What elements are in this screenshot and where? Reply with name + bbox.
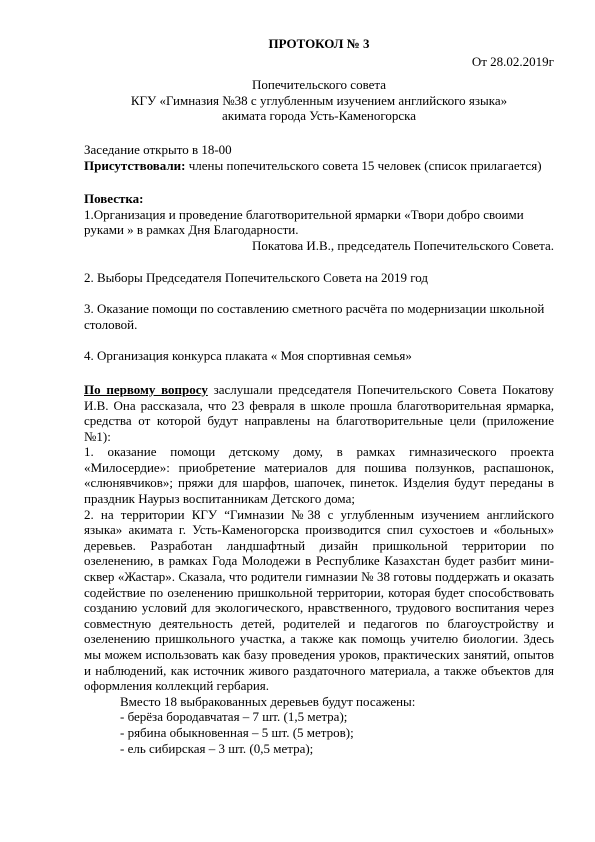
present-label: Присутствовали: (84, 157, 186, 173)
point-2: 2. на территории КГУ “Гимназии №38 с углубленным изучением английского языка» акимата г. Усть-Каменогорска производится спил сухостоев и «больных» деревьев. Разработан ландшафтный дизайн пришкольной территории по озеленению, в рамках Года Молодежи в Республике Казахстан будет разбит мини-сквер «Жастар». Сказала, что родители гимназии № 38 готовы поддержать и оказать содействие по озеленению пришкольной территории, которая будет способствовать созданию условий для экологического, нравственного, трудового воспитания через совместную деятельность детей, родителей и педагогов по благоустройству и озеленению пришкольного участка, а также как помощь учителю биологии. Здесь мы можем использовать как базу проведения уроков, практических занятий, опытов и наблюдений, как источник живого раздаточного материала, а также объектов для оформления коллекций гербария. (84, 506, 554, 694)
organization-block (84, 77, 554, 124)
org-line-2: КГУ «Гимназия №38 с углубленным изучением английского языка» (130, 92, 508, 108)
list-item: - ель сибирская – 3 шт. (0,5 метра); (120, 740, 314, 756)
attendance (84, 158, 554, 174)
org-line-3: акимата города Усть-Каменогорска (222, 108, 416, 124)
protocol-title: ПРОТОКОЛ № 3 (268, 36, 370, 51)
point-1: 1. оказание помощи детскому дому, в рамках гимназического проекта «Милосердие»: приобретение материалов для пошива ползунков, распашонок, «слюнявчиков»; пряжи для шарфов, шапочек, пинеток. Изделия будут переданы в праздник Наурыз воспитанникам Детского дома; (84, 444, 554, 507)
opening-block (84, 142, 554, 173)
list-item: - рябина обыкновенная – 5 шт. (5 метров); (120, 724, 354, 740)
agenda-item-2: 2. Выборы Председателя Попечительского Совета на 2019 год (84, 269, 429, 285)
first-question-lead: По первому вопросу (84, 381, 208, 397)
trees-list (84, 709, 554, 756)
agenda-item-3: 3. Оказание помощи по составлению сметного расчёта по модернизации школьной столовой. (84, 301, 545, 332)
agenda-item-4: 4. Организация конкурса плаката « Моя спортивная семья» (84, 348, 412, 364)
trees-intro: Вместо 18 выбракованных деревьев будут посажены: (120, 693, 416, 709)
agenda-label: Повестка: (84, 191, 144, 207)
document-page (84, 36, 554, 756)
org-line-1: Попечительского совета (251, 77, 387, 93)
agenda-item-1: 1.Организация и проведение благотворительной ярмарки «Твори добро своими руками » в рамках Дня Благодарности. (84, 206, 524, 238)
session-opened: Заседание открыто в 18-00 (84, 141, 232, 157)
first-question-block (84, 382, 554, 756)
present-text: члены попечительского совета 15 человек (список прилагается) (185, 157, 542, 173)
first-question-intro: По первому вопросу заслушали председателя Попечительского Совета Покатову И.В. Она рассказала, что 23 февраля в школе прошла благотворительная ярмарка, средства от которой будут направлены на благотворительные цели (приложение №1): (84, 381, 554, 444)
protocol-date: От 28.02.2019г (471, 53, 554, 69)
agenda-item-1-speaker: Покатова И.В., председатель Попечительского Совета. (251, 237, 554, 253)
list-item: - берёза бородавчатая – 7 шт. (1,5 метра); (120, 709, 348, 725)
agenda-block (84, 191, 554, 364)
